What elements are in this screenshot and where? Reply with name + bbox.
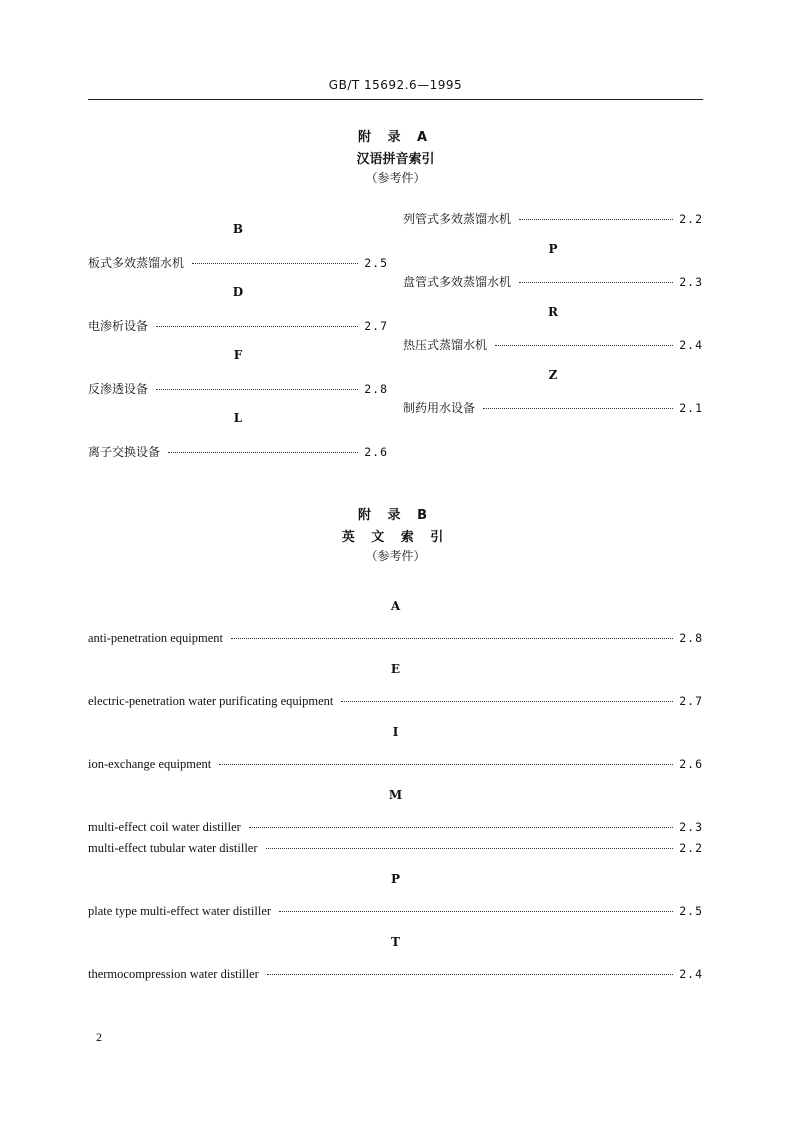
dot-leader xyxy=(156,389,358,390)
dot-leader xyxy=(266,848,674,849)
entry-ref: 2.4 xyxy=(679,967,703,981)
appendix-a-subtitle: （参考件） xyxy=(365,171,426,185)
appendix-a-title: 汉语拼音索引 xyxy=(356,152,435,167)
entry-term: multi-effect coil water distiller xyxy=(88,820,241,834)
index-letter-f: F xyxy=(233,348,243,362)
index-letter-t: T xyxy=(391,935,400,949)
index-letter-a: A xyxy=(390,599,401,613)
entry-ref: 2.8 xyxy=(364,382,388,396)
entry-term: 反渗透设备 xyxy=(88,382,149,396)
entry-ref: 2.7 xyxy=(679,694,703,708)
appendix-b-subtitle: （参考件） xyxy=(365,549,426,563)
dot-leader xyxy=(519,219,673,220)
entry-ref: 2.5 xyxy=(679,904,703,918)
dot-leader xyxy=(156,326,358,327)
entry-ref: 2.6 xyxy=(364,445,388,459)
dot-leader xyxy=(267,974,673,975)
index-entry xyxy=(88,841,703,857)
index-entry xyxy=(88,317,388,333)
entry-term: plate type multi-effect water distiller xyxy=(88,904,272,918)
dot-leader xyxy=(231,638,673,639)
dot-leader xyxy=(495,345,673,346)
index-entry xyxy=(403,336,703,352)
entry-term: 电渗析设备 xyxy=(88,319,149,333)
index-letter-p: P xyxy=(390,872,401,886)
entry-term: 盘管式多效蒸馏水机 xyxy=(403,275,512,289)
entry-ref: 2.3 xyxy=(679,275,703,289)
entry-term: thermocompression water distiller xyxy=(88,967,259,981)
dot-leader xyxy=(192,263,358,264)
document-code: GB/T 15692.6—1995 xyxy=(328,78,463,92)
entry-ref: 2.5 xyxy=(364,256,388,270)
entry-term: 离子交换设备 xyxy=(88,445,161,459)
index-letter-i: I xyxy=(392,725,399,739)
index-letter-l: L xyxy=(233,411,243,425)
index-entry xyxy=(88,380,388,396)
index-entry xyxy=(88,443,388,459)
index-letter-z: Z xyxy=(548,368,558,382)
index-entry xyxy=(88,904,703,920)
header-rule xyxy=(88,99,703,100)
entry-term: multi-effect tubular water distiller xyxy=(88,841,258,855)
index-entry xyxy=(88,254,388,270)
entry-term: 热压式蒸馏水机 xyxy=(403,338,488,352)
entry-term: electric-penetration water purificating equipment xyxy=(88,694,334,708)
index-entry xyxy=(403,399,703,415)
dot-leader xyxy=(483,408,673,409)
index-entry xyxy=(403,273,703,289)
dot-leader xyxy=(219,764,673,765)
index-entry xyxy=(88,757,703,773)
entry-term: 板式多效蒸馏水机 xyxy=(88,256,185,270)
entry-ref: 2.4 xyxy=(679,338,703,352)
index-letter-e: E xyxy=(390,662,401,676)
index-entry xyxy=(88,820,703,836)
dot-leader xyxy=(341,701,673,702)
dot-leader xyxy=(279,911,673,912)
appendix-a-heading: 附 录 A xyxy=(357,130,434,145)
entry-term: 制药用水设备 xyxy=(403,401,476,415)
index-letter-b: B xyxy=(232,222,244,236)
page-number: 2 xyxy=(96,1030,102,1044)
entry-term: anti-penetration equipment xyxy=(88,631,224,645)
index-letter-m: M xyxy=(388,788,403,802)
index-entry xyxy=(88,967,703,983)
entry-term: ion-exchange equipment xyxy=(88,757,212,771)
appendix-b-title: 英 文 索 引 xyxy=(341,530,450,545)
entry-ref: 2.6 xyxy=(679,757,703,771)
index-letter-d: D xyxy=(232,285,244,299)
dot-leader xyxy=(519,282,673,283)
dot-leader xyxy=(168,452,358,453)
index-letter-p: P xyxy=(548,242,558,256)
entry-ref: 2.7 xyxy=(364,319,388,333)
entry-ref: 2.8 xyxy=(679,631,703,645)
index-letter-r: R xyxy=(548,305,558,319)
entry-ref: 2.3 xyxy=(679,820,703,834)
dot-leader xyxy=(249,827,673,828)
entry-term: 列管式多效蒸馏水机 xyxy=(403,212,512,226)
index-entry xyxy=(88,631,703,647)
entry-ref: 2.2 xyxy=(679,212,703,226)
entry-ref: 2.1 xyxy=(679,401,703,415)
index-entry xyxy=(88,694,703,710)
index-entry xyxy=(403,210,703,226)
entry-ref: 2.2 xyxy=(679,841,703,855)
appendix-b-heading: 附 录 B xyxy=(358,508,433,523)
